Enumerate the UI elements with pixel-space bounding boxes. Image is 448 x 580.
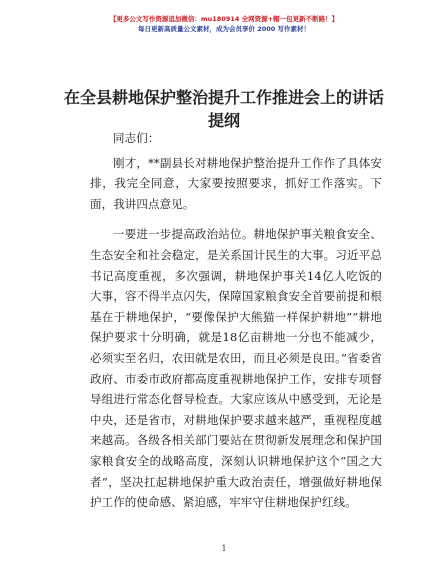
body-paragraph: 一要进一步提高政治站位。耕地保护事关粮食安全、生态安全和社会稳定，是关系国计民生的大事。习近平总书记高度重视，多次强调，耕地保护事关14亿人吃饭的大事，容不得半点闪失，保障国家粮食安全首要前提和根基在于耕地保护，“要像保护大熊猫一样保护耕地”“耕地保护要求十分明确，就是18亿亩耕地一分也不能减少，必须实至名归，农田就是农田，而且必须是良田。”省委省政府、市委市政府都高度重视耕地保护工作，安排专项督导组进行常态化督导检查。大家应该从中感受到，无论是中央，还是省市，对耕地保护要求越来越严，重视程度越来越高。各级各相关部门要站在贯彻新发展理念和保护国家粮食安全的战略高度，深刻认识耕地保护这个“国之大者”，坚决扛起耕地保护重大政治责任，增强做好耕地保护工作的使命感、紧迫感，牢牢守住耕地保护红线。 — [90, 227, 382, 510]
banner-line-subscribe: 每日更新高质量公文素材，成为会员享价 2000 写作素材！ — [137, 25, 311, 33]
banner-line-promo: 【更多公文写作资源追加微信：mu180914 全网资源+帽一包更新不断路！】 — [109, 15, 339, 23]
header-banner — [0, 14, 448, 34]
document-title: 在全县耕地保护整治提升工作推进会上的讲话提纲 — [63, 88, 384, 130]
body-paragraph: 刚才，**副县长对耕地保护整治提升工作作了具体安排，我完全同意，大家要按照要求，抓好工作落实。下面，我讲四点意见。 — [90, 155, 382, 211]
page-number: 1 — [221, 544, 227, 553]
salutation: 同志们： — [113, 131, 160, 145]
document-body — [90, 128, 382, 513]
